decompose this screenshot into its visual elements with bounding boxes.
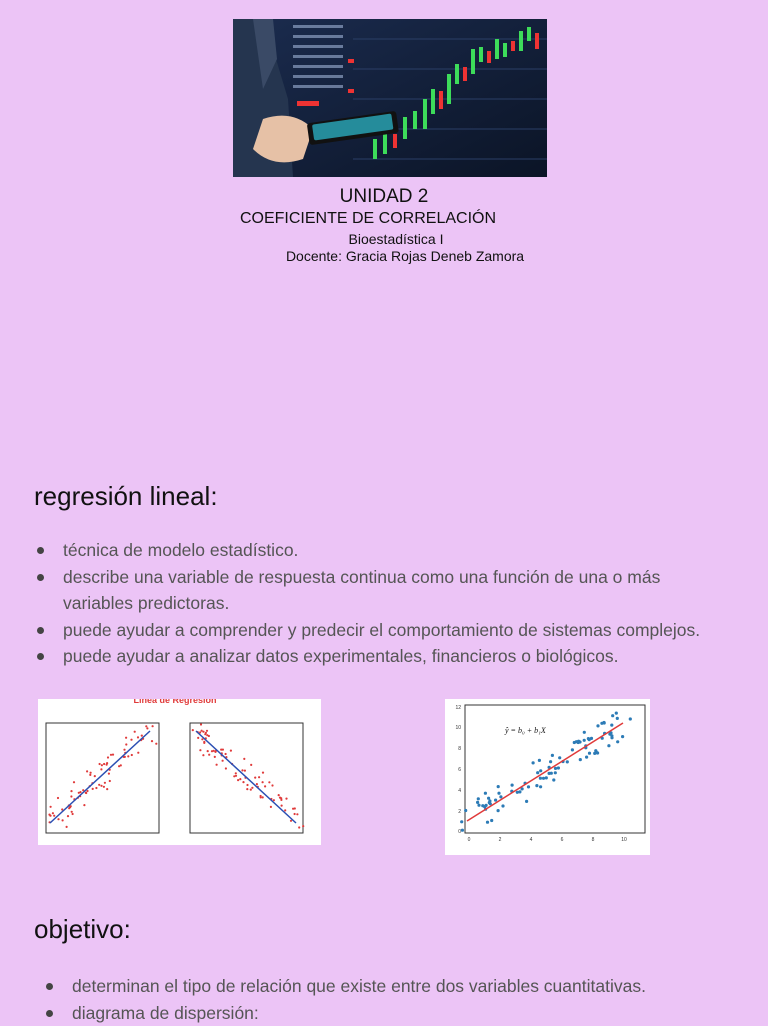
scatter-point [72,813,74,815]
scatter-point [202,754,204,756]
list-item: puede ayudar a comprender y predecir el comportamiento de sistemas complejos. [34,617,734,644]
scatter-point [125,737,127,739]
scatter-point [270,806,272,808]
scatter-point [621,735,624,738]
scatter-point [246,784,248,786]
scatter-point [48,814,50,816]
teacher-name: Docente: Gracia Rojas Deneb Zamora [21,248,768,264]
scatter-point [244,770,246,772]
scatter-point [250,764,252,766]
scatter-point [112,754,114,756]
figure-title: Línea de Regresión [133,699,216,705]
scatter-point [89,774,91,776]
scatter-point [497,792,500,795]
scatter-point [607,744,610,747]
scatter-point [262,781,264,783]
scatter-point [490,819,493,822]
scatter-point [477,797,480,800]
scatter-point [92,788,94,790]
scatter-point [207,750,209,752]
scatter-point [571,748,574,751]
scatter-point [511,784,514,787]
scatter-point [131,754,133,756]
scatter-point [549,760,552,763]
scatter-point [552,778,555,781]
scatter-point [538,759,541,762]
scatter-point [120,764,122,766]
scatter-point [302,825,304,827]
scatter-point [251,787,253,789]
scatter-point [487,797,490,800]
scatter-point [62,819,64,821]
scatter-point [481,804,484,807]
scatter-point [484,792,487,795]
scatter-point [86,790,88,792]
scatter-point [532,761,535,764]
svg-text:8: 8 [458,746,461,752]
scatter-point [494,799,497,802]
scatter-point [585,756,588,759]
scatter-point [594,749,597,752]
scatter-point [108,773,110,775]
scatter-point [225,753,227,755]
scatter-point [284,809,286,811]
scatter-point [258,776,260,778]
scatter-point [497,785,500,788]
scatter-point [208,735,210,737]
scatter-point [206,730,208,732]
regression-equation-figure [445,699,650,855]
scatter-point [200,723,202,725]
svg-text:10: 10 [455,725,461,731]
scatter-point [230,750,232,752]
scatter-point [516,791,519,794]
scatter-point [296,813,298,815]
scatter-point [101,764,103,766]
scatter-point [127,755,129,757]
list-item: determinan el tipo de relación que existe entre dos variables cuantitativas. [43,973,743,1000]
scatter-point [583,731,586,734]
scatter-point [615,712,618,715]
scatter-point [610,724,613,727]
scatter-point [85,792,87,794]
scatter-point [499,795,502,798]
scatter-point [95,787,97,789]
scatter-point [137,752,139,754]
scatter-point [73,781,75,783]
scatter-point [596,724,599,727]
scatter-point [103,763,105,765]
scatter-point [235,772,237,774]
scatter-point [106,764,108,766]
scatter-point [254,777,256,779]
scatter-point [262,772,264,774]
scatter-point [554,767,557,770]
scatter-point [123,749,125,751]
scatter-point [485,804,488,807]
scatter-points-left [48,725,157,828]
scatter-point [525,800,528,803]
scatter-point [557,766,560,769]
scatter-point [134,731,136,733]
scatter-point [488,799,491,802]
list-item: describe una variable de respuesta continua como una función de una o más variables predictoras. [34,564,734,617]
regression-line [467,723,623,821]
scatter-point [203,742,205,744]
scatter-point [539,785,542,788]
scatter-point [201,730,203,732]
scatter-point [539,777,542,780]
scatter-point [535,784,538,787]
scatter-point [67,815,69,817]
scatter-point [225,767,227,769]
scatter-point [235,775,237,777]
list-item: diagrama de dispersión: [43,1000,743,1026]
scatter-point [583,739,586,742]
scatter-point [629,717,632,720]
scatter-point [616,717,619,720]
scatter-point [83,804,85,806]
scatter-point [548,772,551,775]
scatter-point [545,776,548,779]
scatter-point [222,760,224,762]
scatter-point [464,809,467,812]
scatter-point [137,736,139,738]
scatter-point [70,795,72,797]
scatter-point [146,727,148,729]
scatter-point [280,799,282,801]
scatter-point [100,768,102,770]
section-heading-regresion: regresión lineal: [34,481,218,512]
objetivo-bullet-list [43,973,743,1026]
scatter-point [57,818,59,820]
scatter-point [239,778,241,780]
svg-text:0: 0 [458,829,461,835]
scatter-point [539,769,542,772]
scatter-point [69,806,71,808]
scatter-point [110,754,112,756]
scatter-point [213,750,215,752]
scatter-point [278,794,280,796]
scatter-point [94,775,96,777]
scatter-point [100,785,102,787]
scatter-point [220,749,222,751]
scatter-point [558,756,561,759]
unit-title: UNIDAD 2 [0,186,768,208]
scatter-point [527,785,530,788]
list-item: técnica de modelo estadístico. [34,537,734,564]
scatter-point [71,811,73,813]
scatter-point [52,812,54,814]
scatter-point [250,789,252,791]
scatter-point [199,749,201,751]
scatter-point [202,731,204,733]
scatter-point [197,737,199,739]
scatter-point [271,784,273,786]
scatter-point [237,779,239,781]
scatter-point [260,795,262,797]
svg-text:12: 12 [455,705,461,711]
scatter-points-right [192,723,305,828]
svg-text:8: 8 [592,837,595,843]
scatter-point [602,721,605,724]
scatter-point [536,771,539,774]
svg-text:0: 0 [468,837,471,843]
scatter-point [205,732,207,734]
scatter-point [130,739,132,741]
scatter-point [579,758,582,761]
scatter-point [152,725,154,727]
scatter-point [66,826,68,828]
svg-text:10: 10 [621,837,627,843]
scatter-point [98,784,100,786]
scatter-point [281,805,283,807]
scatter-point [616,740,619,743]
scatter-point [104,782,106,784]
scatter-point [588,752,591,755]
regression-equation: ŷ = b₀ + b₁X [504,726,547,735]
svg-text:6: 6 [561,837,564,843]
scatter-point [151,740,153,742]
scatter-point [477,804,480,807]
svg-text:6: 6 [458,767,461,773]
scatter-point [256,783,258,785]
scatter-point [501,804,504,807]
regression-line-figure [38,699,321,845]
scatter-point [241,769,243,771]
scatter-point [497,809,500,812]
scatter-point [243,758,245,760]
svg-text:2: 2 [458,809,461,815]
list-item: puede ayudar a analizar datos experimentales, financieros o biológicos. [34,643,734,670]
scatter-point [294,813,296,815]
scatter-point [554,771,557,774]
scatter-point [53,815,55,817]
scatter-point [99,763,101,765]
scatter-point [268,781,270,783]
scatter-point [86,770,88,772]
scatter-point [575,740,578,743]
scatter-point [90,772,92,774]
scatter-point [590,737,593,740]
scatter-point [192,729,194,731]
regresion-bullet-list [34,537,734,670]
scatter-point [50,806,52,808]
scatter-point [285,798,287,800]
scatter-point [155,743,157,745]
scatter-point [70,790,72,792]
scatter-point [141,735,143,737]
scatter-point [246,788,248,790]
scatter-point [460,820,463,823]
regression-line-right [196,731,296,823]
section-heading-objetivo: objetivo: [34,914,131,945]
scatter-point [292,808,294,810]
course-name: Bioestadística I [12,231,768,247]
scatter-point [216,764,218,766]
scatter-point [103,786,105,788]
regression-line-left [50,731,150,823]
scatter-point [611,714,614,717]
svg-text:2: 2 [499,837,502,843]
scatter-point [262,796,264,798]
svg-text:4: 4 [458,788,461,794]
scatter-point [587,737,590,740]
scatter-point [542,777,545,780]
scatter-point [461,829,464,832]
topic-title: COEFICIENTE DE CORRELACIÓN [0,210,752,228]
scatter-point [106,788,108,790]
scatter-point [242,781,244,783]
scatter-point [145,725,147,727]
scatter-point [551,754,554,757]
scatter-point [125,743,127,745]
scatter-point [109,780,111,782]
scatter-point [57,797,59,799]
scatter-point [298,826,300,828]
scatter-point [208,754,210,756]
scatter-point [566,760,569,763]
scatter-point [107,756,109,758]
svg-text:4: 4 [530,837,533,843]
scatter-point [486,821,489,824]
scatter-point [79,791,81,793]
scatter-point [264,785,266,787]
hero-image-stock-trading [233,19,547,177]
scatter-point [608,733,611,736]
scatter-point [214,756,216,758]
scatter-point [476,801,479,804]
